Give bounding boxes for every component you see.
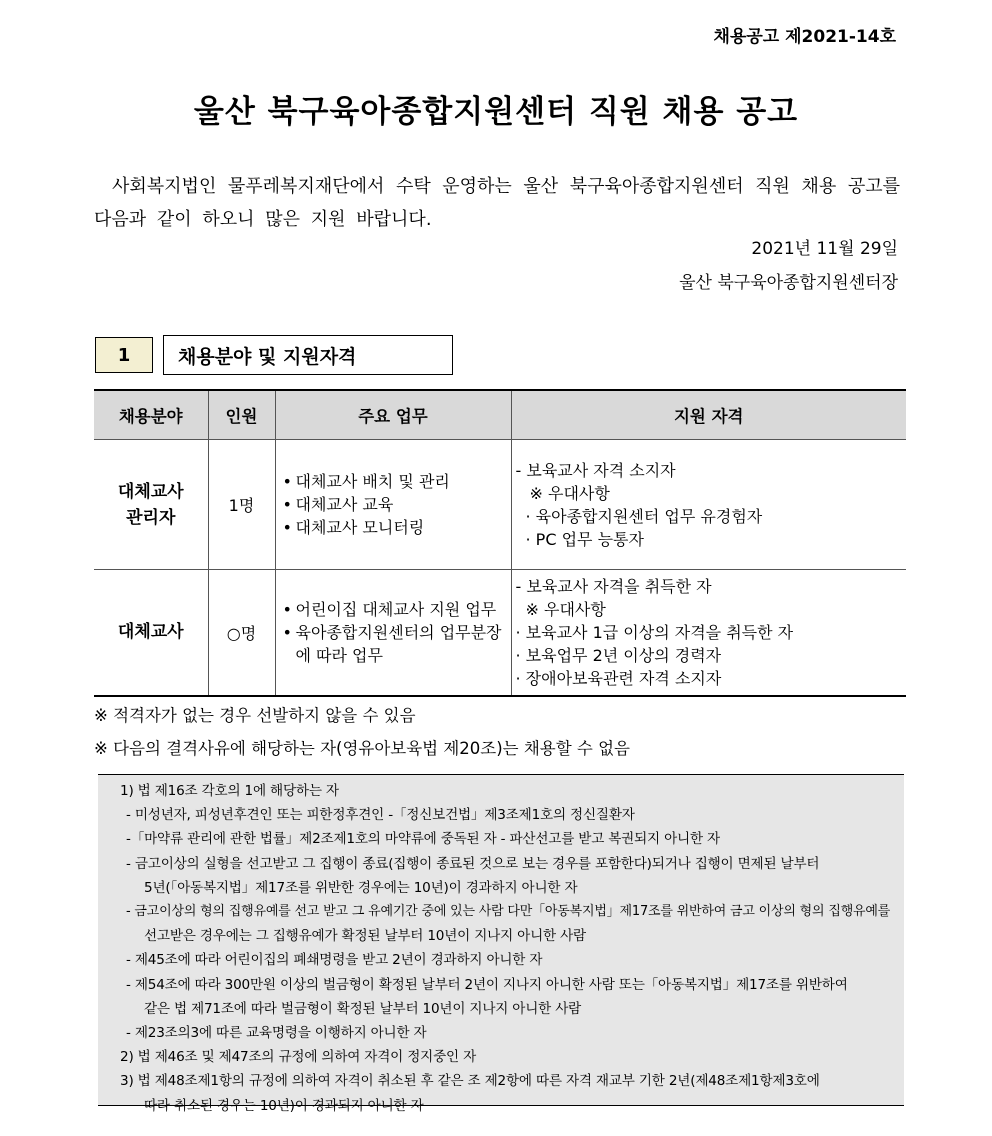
intro-paragraph: 사회복지법인 물푸레복지재단에서 수탁 운영하는 울산 북구육아종합지원센터 직원 채용 공고를 다음과 같이 하오니 많은 지원 바랍니다.: [94, 176, 900, 230]
announcement-date: 2021년 11월 29일: [751, 239, 898, 259]
field-line: 관리자: [126, 507, 176, 528]
disqualification-line: - 금고이상의 형의 집행유예를 선고 받고 그 유예기간 중에 있는 사람 다만「아동복지법」제17조를 위반하여 금고 이상의 형의 집행유예를: [126, 904, 891, 920]
recruitment-table: [94, 389, 906, 697]
disqualification-line: - 금고이상의 실형을 선고받고 그 집행이 종료(집행이 종료된 것으로 보는 경우를 포함한다)되거나 집행이 면제된 날부터: [126, 855, 820, 872]
qualification-line: ※ 우대사항: [525, 599, 606, 619]
disqualification-line: -「마약류 관리에 관한 법률」제2조제1호의 마약류에 중독된 자 - 파산선고를 받고 복권되지 아니한 자: [126, 831, 720, 848]
table-row: [94, 440, 906, 570]
disqualification-box: [98, 774, 904, 1114]
notice-number: 채용공고 제2021-14호: [713, 27, 896, 47]
qualification-line: · 육아종합지원센터 업무 유경험자: [525, 506, 763, 526]
qualification-line: · 장애아보육관련 자격 소지자: [515, 668, 722, 688]
duty-item: • 대체교사 교육: [282, 493, 507, 516]
section-title: 채용분야 및 지원자격: [163, 335, 453, 375]
qualification-line: · 보육교사 1급 이상의 자격을 취득한 자: [515, 622, 794, 642]
disqualification-line: - 제54조에 따라 300만원 이상의 벌금형이 확정된 날부터 2년이 지나지 아니한 사람 또는「아동복지법」제17조를 위반하여: [126, 976, 848, 993]
duty-item: • 대체교사 배치 및 관리: [282, 470, 507, 493]
row-count: ○명: [208, 570, 275, 696]
row-count: 1명: [208, 440, 275, 570]
signer: 울산 북구육아종합지원센터장: [679, 273, 898, 293]
disqualification-line: 1) 법 제16조 각호의 1에 해당하는 자: [120, 783, 339, 799]
qualification-line: - 보육교사 자격을 취득한 자: [515, 576, 712, 596]
note-no-qualified: ※ 적격자가 없는 경우 선발하지 않을 수 있음: [94, 706, 416, 725]
disqualification-line: - 미성년자, 피성년후견인 또는 피한정후견인 -「정신보건법」제3조제1호의 정신질환자: [126, 807, 635, 824]
row-qualifications: [511, 570, 906, 696]
row-field: [94, 440, 208, 570]
disqualification-line: - 제23조의3에 따른 교육명령을 이행하지 아니한 자: [126, 1025, 427, 1042]
disqualification-line: 같은 법 제71조에 따라 벌금형이 확정된 날부터 10년이 지나지 아니한 사람: [144, 1000, 582, 1017]
qualification-line: ※ 우대사항: [529, 483, 610, 503]
field-line: 대체교사: [117, 622, 184, 643]
row-qualifications: [511, 440, 906, 570]
row-duties: [275, 570, 511, 696]
duty-item: • 대체교사 모니터링: [282, 516, 507, 539]
duty-item: • 육아종합지원센터의 업무분장에 따라 업무: [282, 621, 507, 667]
header-qualifications: 지원 자격: [511, 390, 906, 440]
disqualification-line: 선고받은 경우에는 그 집행유예가 확정된 날부터 10년이 지나지 아니한 사람: [144, 928, 586, 945]
section-number: 1: [95, 337, 153, 373]
disqualification-line: 따라 취소된 경우는 10년)이 경과되지 아니한 자: [144, 1097, 424, 1114]
row-field: [94, 570, 208, 696]
header-field: 채용분야: [94, 390, 208, 440]
page-title: 울산 북구육아종합지원센터 직원 채용 공고: [193, 94, 799, 130]
disqualification-line: 2) 법 제46조 및 제47조의 규정에 의하여 자격이 정지중인 자: [120, 1049, 476, 1066]
header-duties: 주요 업무: [275, 390, 511, 440]
header-count: 인원: [208, 390, 275, 440]
duty-item: • 어린이집 대체교사 지원 업무: [282, 598, 507, 621]
qualification-line: - 보육교사 자격 소지자: [515, 460, 676, 480]
disqualification-line: - 제45조에 따라 어린이집의 폐쇄명령을 받고 2년이 경과하지 아니한 자: [126, 952, 543, 969]
field-line: 대체교사: [117, 481, 184, 502]
table-row: [94, 570, 906, 696]
row-duties: [275, 440, 511, 570]
table-header-row: [94, 390, 906, 440]
note-disqualification: ※ 다음의 결격사유에 해당하는 자(영유아보육법 제20조)는 채용할 수 없음: [94, 739, 630, 758]
disqualification-line: 5년(「아동복지법」제17조를 위반한 경우에는 10년)이 경과하지 아니한 자: [144, 879, 578, 896]
disqualification-line: 3) 법 제48조제1항의 규정에 의하여 자격이 취소된 후 같은 조 제2항에 따른 자격 재교부 기한 2년(제48조제1항제3호에: [120, 1073, 820, 1090]
qualification-line: · PC 업무 능통자: [525, 529, 644, 549]
qualification-line: · 보육업무 2년 이상의 경력자: [515, 645, 722, 665]
